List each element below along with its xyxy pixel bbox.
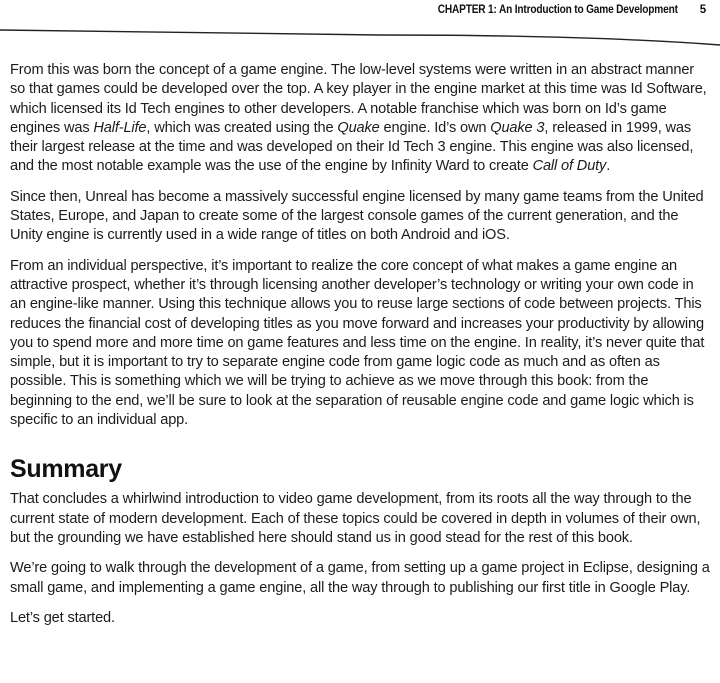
paragraph-summary-conclusion: That concludes a whirlwind introduction to video game development, from its roots all the way through to the current state of modern development. Each of these topics could be covered in depth in volumes of their own, but the grounding we have established here should stand us in good stead for the rest of this book. (10, 491, 701, 546)
paragraph-unreal-unity: Since then, Unreal has become a massively successful engine licensed by many game teams from the United States, Europe, and Japan to create some of the largest console games of the current generation, and the Unity engine is currently used in a wide range of titles on both Android and iOS. (10, 188, 704, 244)
title-call-of-duty: Call of Duty (532, 158, 607, 175)
chapter-title: CHAPTER 1: An Introduction to Game Development (437, 4, 678, 16)
text-run: engine. Id’s own (379, 119, 491, 136)
header-rule (0, 14, 720, 54)
summary-heading: Summary (10, 455, 122, 484)
text-run: , released in 1999, was their largest release at the time and was developed on their Id Tech 3 engine. This engine was also licensed, and the most notable example was the use of the engine by Infinity Ward to create (10, 119, 694, 175)
page-number: 5 (699, 4, 706, 16)
paragraph-book-plan: We’re going to walk through the development of a game, from setting up a game project in Eclipse, designing a small game, and implementing a game engine, all the way through to publishing our first title in Google Play. (10, 560, 710, 596)
title-quake: Quake (337, 119, 380, 136)
text-run: , which was created using the (146, 119, 338, 136)
paragraph-game-engine-origins (10, 61, 712, 177)
text-run: From this was born the concept of a game engine. The low-level systems were written in an abstract manner so that games could be developed over the top. A key player in the engine market at this time was Id Software, which licensed its Id Tech engines to other developers. A notable franchise which was born on Id’s game engines was (10, 62, 707, 136)
title-half-life: Half-Life (93, 119, 147, 136)
text-run: . (606, 158, 611, 175)
paragraph-lets-get-started: Let’s get started. (10, 609, 115, 626)
paragraph-individual-perspective: From an individual perspective, it’s important to realize the core concept of what makes a game engine an attractive prospect, whether it’s through licensing another developer’s technology or writing your own code in an engine-like manner. Using this technique allows you to reuse large sections of code between projects. This reduces the financial cost of developing titles as you move forward and increases your productivity by allowing you to spend more and more time on game features and less time on the engine. In reality, it’s never quite that simple, but it is important to try to separate engine code from game logic code as much and as often as possible. This is something which we will be trying to achieve as we move through this book: from the beginning to the end, we’ll be sure to look at the separation of reusable engine code and game logic which is specific to an individual app. (10, 257, 705, 429)
page-content (10, 61, 712, 639)
title-quake-3: Quake 3 (490, 119, 545, 136)
